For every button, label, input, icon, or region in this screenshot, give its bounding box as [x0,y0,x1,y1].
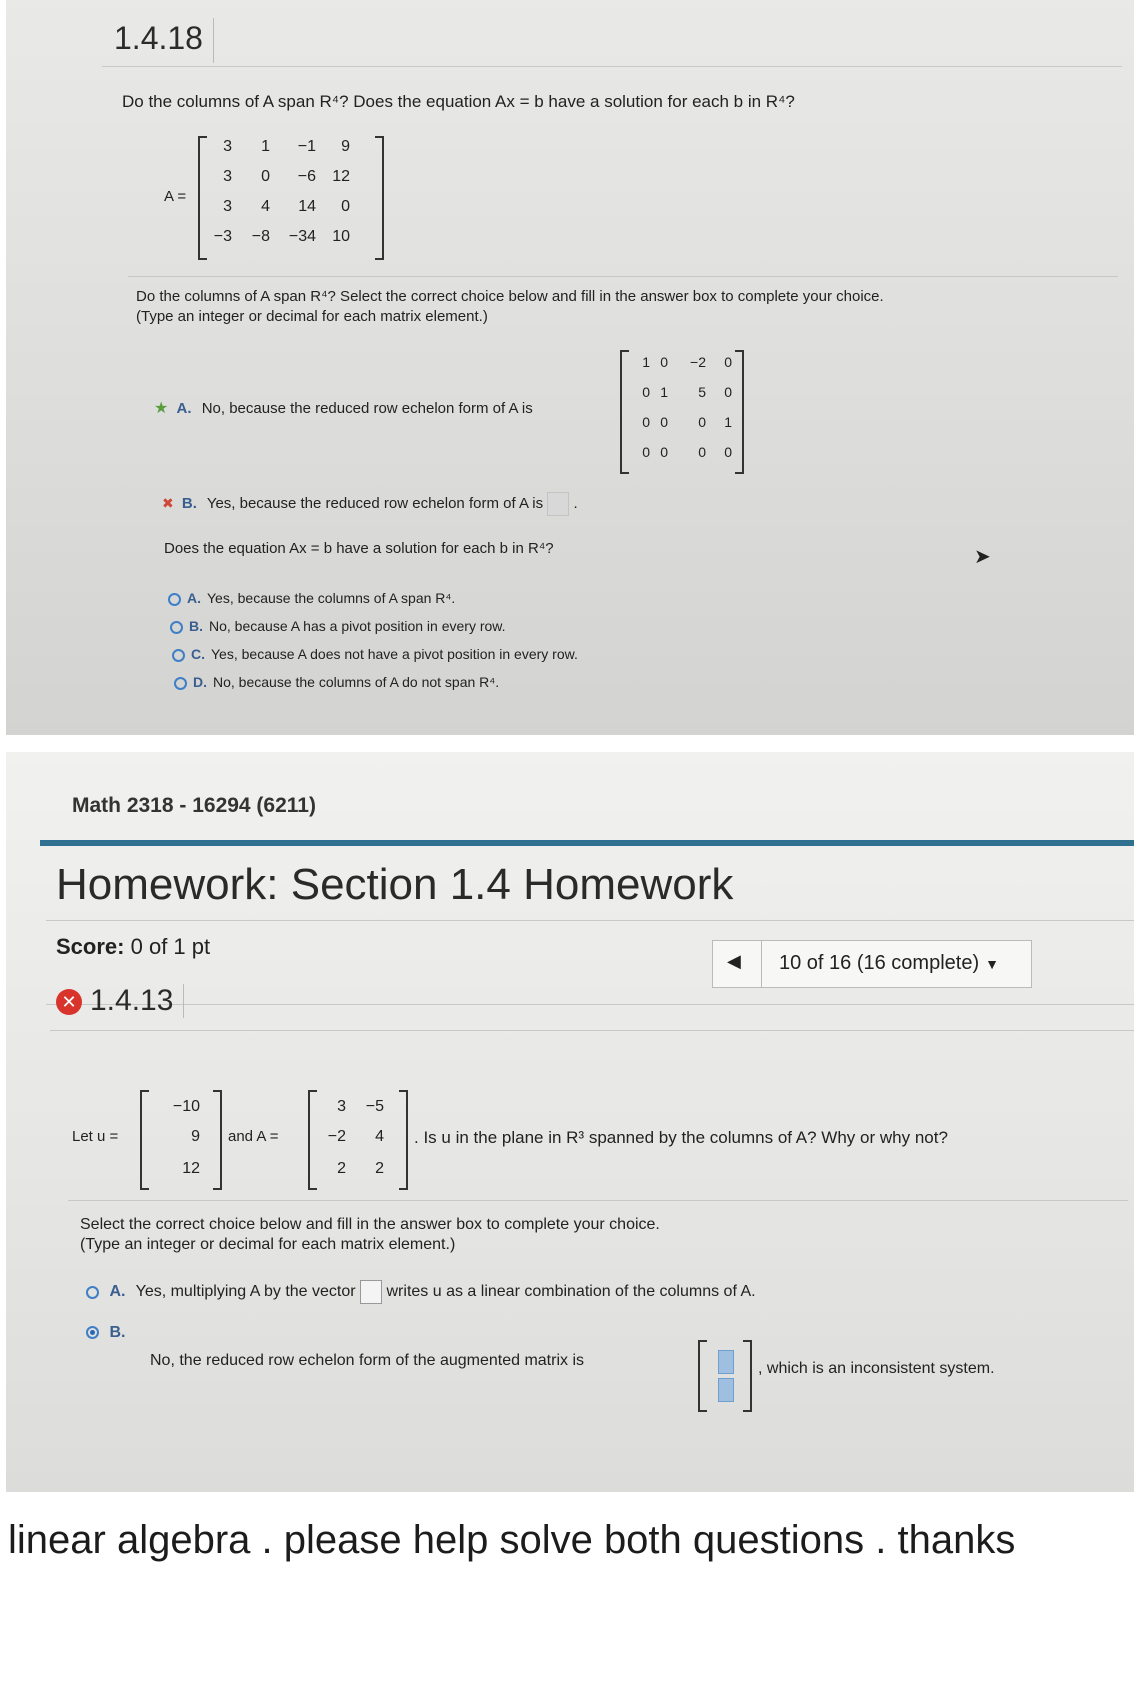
p2-choice-b-text [150,1352,584,1370]
matrix-cell: 3 [337,1098,346,1115]
problem-id-2: 1.4.13 [90,984,174,1017]
progress-text: 10 of 16 (16 complete) [779,952,980,974]
radio-a[interactable] [86,1286,99,1299]
matrix-cell: −2 [690,354,706,370]
p2-choice-b[interactable] [86,1324,131,1342]
matrix-cell: 0 [698,444,706,460]
matrix-cell: 0 [724,384,732,400]
problem-id-1: 1.4.18 [108,18,214,63]
p1-part2-choice[interactable] [172,646,578,662]
radio-b-selected[interactable] [86,1326,99,1339]
part1-instructions: Do the columns of A span R⁴? Select the correct choice below and fill in the answer box to complete your choice. [136,288,884,305]
previous-arrow-icon[interactable]: ◀ [727,951,741,971]
matrix-cell: 9 [191,1128,200,1145]
radio-button[interactable] [172,649,185,662]
vector-u [140,1090,222,1190]
matrix-cell: 0 [660,444,668,460]
problem2-type-hint: (Type an integer or decimal for each matrix element.) [80,1236,456,1253]
choice-letter: B. [109,1324,126,1341]
matrix-cell: −1 [297,138,316,155]
matrix-cell: 2 [375,1160,384,1177]
matrix-cell-input[interactable] [718,1350,734,1374]
mouse-cursor-icon: ➤ [974,546,991,568]
matrix-cell: 0 [724,444,732,460]
p1-choice-a[interactable] [154,398,533,418]
problem-badge [56,984,184,1018]
matrix-cell: 0 [660,414,668,430]
score-label: Score: [56,934,125,959]
choice-text: No, because A has a pivot position in every row. [209,618,506,634]
matrix-cell: 10 [332,228,350,245]
choice-text: No, because the reduced row echelon form of A is [201,400,533,417]
matrix-cell: 1 [724,414,732,430]
answer-box[interactable] [547,492,569,516]
matrix-cell: 12 [332,168,350,185]
radio-button[interactable] [168,593,181,606]
choice-letter: C. [191,646,205,662]
matrix-a-label: A = [164,188,187,205]
matrix-cell: −2 [327,1128,346,1145]
matrix-cell: 12 [182,1160,200,1177]
post-caption: linear algebra . please help solve both questions . thanks [8,1518,1016,1562]
matrix-cell: 4 [375,1128,384,1145]
augmented-matrix-answer[interactable] [698,1340,752,1412]
matrix-cell: 2 [337,1160,346,1177]
correct-star-icon: ★ [154,400,169,417]
rref-matrix [620,350,744,474]
matrix-cell: 14 [298,198,316,215]
p1-part2-choice[interactable] [170,618,506,634]
matrix-cell: 3 [223,138,232,155]
course-name: Math 2318 - 16294 (6211) [72,794,316,817]
matrix-cell: 1 [660,384,668,400]
question-navigator[interactable] [712,940,1032,988]
matrix-cell-input[interactable] [718,1378,734,1402]
choice-text: Yes, because A does not have a pivot position in every row. [211,646,578,662]
screenshot-photo-2 [6,752,1134,1492]
wrong-x-icon: ✖ [162,494,174,511]
part2-question: Does the equation Ax = b have a solution for each b in R⁴? [164,540,554,557]
score [56,934,210,960]
choice-letter: A. [109,1283,126,1301]
problem1-question: Do the columns of A span R⁴? Does the equation Ax = b have a solution for each b in R⁴? [122,92,795,111]
choice-letter: B. [181,494,197,512]
choice-text: No, because the columns of A do not span R⁴. [213,674,500,690]
matrix-cell: −5 [365,1098,384,1115]
matrix-cell: 0 [642,414,650,430]
screenshot-photo-1 [6,0,1134,735]
matrix-cell: 0 [724,354,732,370]
matrix-cell: −6 [297,168,316,185]
matrix-cell: 1 [261,138,270,155]
p2-choice-a[interactable] [86,1280,756,1304]
vector-answer-box[interactable] [360,1280,382,1304]
radio-button[interactable] [174,677,187,690]
matrix-cell: 0 [698,414,706,430]
choice-text: Yes, multiplying A by the vector [135,1283,356,1301]
matrix-cell: −8 [251,228,270,245]
choice-letter: A. [187,590,201,606]
choice-letter: A. [176,400,192,417]
choice-letter: D. [193,674,207,690]
part1-type-hint: (Type an integer or decimal for each matrix element.) [136,308,488,325]
incorrect-x-icon: ✕ [56,989,82,1015]
score-value: 0 of 1 pt [130,934,211,959]
matrix-cell: 0 [341,198,350,215]
choice-letter: B. [189,618,203,634]
matrix-cell: −10 [172,1098,200,1115]
matrix-cell: 0 [642,444,650,460]
matrix-cell: 3 [223,168,232,185]
choice-text: No, the reduced row echelon form of the augmented matrix is [150,1352,584,1369]
divider [102,66,1122,67]
matrix-a [198,136,384,260]
p1-part2-choice[interactable] [174,674,499,690]
page-title: Homework: Section 1.4 Homework [56,860,734,909]
choice-text: writes u as a linear combination of the columns of A. [386,1283,756,1301]
matrix-cell: 3 [223,198,232,215]
divider [68,1200,1128,1201]
p2-choice-b-suffix: , which is an inconsistent system. [758,1360,995,1377]
let-u-label: Let u = [72,1128,119,1145]
matrix-cell: 0 [261,168,270,185]
matrix-a-2 [308,1090,408,1190]
question-progress[interactable] [779,952,999,975]
problem2-instructions: Select the correct choice below and fill in the answer box to complete your choice. [80,1216,660,1233]
choice-text: Yes, because the columns of A span R⁴. [207,590,456,606]
radio-button[interactable] [170,621,183,634]
matrix-cell: 5 [698,384,706,400]
divider [46,1004,1134,1005]
divider [46,920,1134,921]
header-accent-bar [40,840,1134,846]
p1-choice-b[interactable]: ✖ B. Yes, because the reduced row echelon form of A is . [162,492,578,516]
matrix-cell: 4 [261,198,270,215]
choice-text: Yes, because the reduced row echelon form of A is [206,494,544,512]
divider [128,276,1118,277]
p1-part2-choice[interactable] [168,590,455,606]
divider [50,1030,1134,1031]
matrix-cell: 1 [642,354,650,370]
matrix-cell: 0 [642,384,650,400]
matrix-cell: 0 [660,354,668,370]
problem2-question: . Is u in the plane in R³ spanned by the columns of A? Why or why not? [414,1128,948,1147]
dropdown-caret-icon: ▼ [985,956,999,972]
matrix-cell: −3 [213,228,232,245]
matrix-cell: 9 [341,138,350,155]
matrix-cell: −34 [288,228,316,245]
and-a-label: and A = [228,1128,279,1145]
